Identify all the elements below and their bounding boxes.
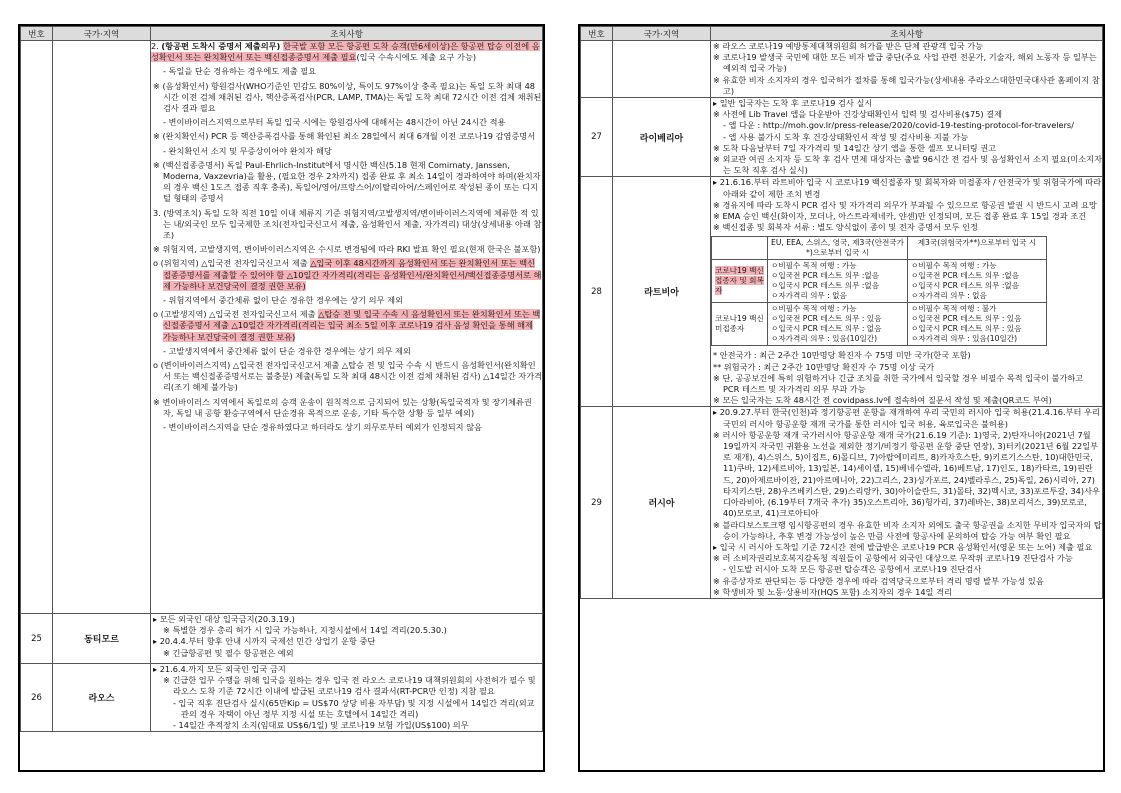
table-header bbox=[21, 27, 543, 41]
country-name: 라트비아 bbox=[613, 177, 711, 407]
list-item: o (위험지역) △입국전 전자입국신고서 제출 △입국 이후 48시간까지 음성확인서 또는 완치확인서 또는 백신접종증명서를 제출할 수 있어야 함 △10일간 자가격리(격리는 음성확인서/완치확인서/백신접종증명서로 해제 가능하나 보건당국이 결정 권한 보유) bbox=[153, 258, 542, 291]
list-item: ※ 위험지역, 고발생지역, 변이바이러스지역은 수시로 변경됨에 따라 RKI 발표 확인 필요(현재 한국은 불포함) bbox=[153, 244, 541, 255]
list-item: ▸ 모든 외국인 대상 입국금지(20.3.19.) bbox=[153, 614, 295, 624]
list-item: ▸ 21.6.4.까지 모든 외국인 입국 금지 bbox=[153, 664, 286, 674]
timor-measures bbox=[151, 614, 543, 664]
list-item: ※ (완치확인서) PCR 등 핵산증폭검사를 통해 확인된 최소 28일에서 최대 6개월 이전 코로나19 감염증명서 bbox=[153, 131, 536, 142]
left-table bbox=[20, 26, 543, 732]
list-item: ※ 러 소비자권리보호복지감독청 직원들이 공항에서 외국인 대상으로 무작위 코로나19 진단검사 가능 bbox=[713, 553, 1073, 564]
list-item: ▸ 일반 입국자는 도착 후 코로나19 검사 실시 bbox=[713, 98, 873, 109]
col-country-header: 국가·지역 bbox=[613, 27, 711, 41]
list-item: ※ EMA 승인 백신(화이자, 모더나, 아스트라제네카, 얀센)만 인정되며, 모든 접종 완료 후 15일 경과 조건 bbox=[713, 211, 1087, 222]
latvia-measures bbox=[711, 177, 1103, 407]
list-item: - 앱 사용 불가시 도착 후 건강상태확인서 작성 및 검사비용 지불 가능 bbox=[723, 131, 969, 142]
list-item: ※ 긴급한 업무 수행을 위해 입국을 원하는 경우 입국 전 라오스 코로나19 대책위원회의 사전허가 필수 및 라오스 도착 기준 72시간 이내에 발급된 코로나19 검사 결과서(RT-PCR만 인정) 지참 필요 bbox=[163, 675, 536, 697]
list-item: o (고발생지역) △입국전 전자입국신고서 제출 △탑승 전 및 입국 수속 시 음성확인서 또는 완치확인서 또는 백신접종증명서 제출 △10일간 자가격리(격리는 입국 최소 5일 이후 코로나19 검사 음성 확인을 통해 해제 가능하나 보건당국이 결정 권한 보유) bbox=[153, 309, 541, 342]
sub-header-risk: 제3국(위험국가**)으로부터 입국 시 bbox=[908, 237, 1047, 260]
list-item: ※ 경유지에 따라 도착시 PCR 검사 및 자가격리 의무가 부과될 수 있으므로 항공권 발권 시 반드시 고려 요망 bbox=[713, 199, 1097, 210]
table-row bbox=[21, 41, 543, 614]
sub-header-safe: EU, EEA, 스위스, 영국, 제3국(안전국가*)으로부터 입국 시 bbox=[768, 237, 908, 260]
unvaccinated-safe: ㅇ비필수 목적 여행 : 가능 ㅇ입국전 PCR 테스트 의무 : 있음 ㅇ입국시 PCR 테스트 의무 : 없음 ㅇ자가격리 의무 : 있음(10일간) bbox=[768, 303, 908, 346]
list-item: ※ (백신접종증명서) 독일 Paul-Ehrlich-Institut에서 명시한 백신(5.18 현재 Comirnaty, Janssen, Moderna, Vaxzevria)을 활용, (필요한 경우 2차까지) 접종 완료 후 최소 14일이 경과하여야 하며(완치자의 경우 백신 1도즈 접종 직후 충족), 독일어/영어/프랑스어/이탈리아어/스페인어로 작성된 종이 또는 디지털 형태의 증명서 bbox=[153, 159, 541, 204]
row-num: 28 bbox=[581, 177, 613, 407]
list-item: ※ 블라디보스토크행 임시항공편의 경우 유효한 비자 소지자 외에도 출국 항공권을 소지한 무비자 입국자의 탑승이 가능하나, 추후 변경 가능성이 높은 만큼 사전에 항공사에 문의하여 탑승 가능 여부 확인 필요 bbox=[713, 519, 1102, 541]
list-item: ※ 코로나19 발생국 국민에 대한 모든 비자 발급 중단(주요 사업 관련 전문가, 기술자, 해외 노동자 등 일부는 예외적 입국 가능) bbox=[713, 52, 1097, 74]
liberia-measures bbox=[711, 98, 1103, 177]
country-name: 러시아 bbox=[613, 407, 711, 598]
row-label-vaccinated: 코로나19 백신 접종자 및 회복자 bbox=[712, 260, 768, 303]
list-item: ※ 학생비자 및 노동·상용비자(HQS 포함) 소지자의 경우 14일 격리 bbox=[713, 586, 952, 597]
list-item: ※ 유증상자로 판단되는 등 다양한 경우에 따라 검역당국으로부터 격리 명령 발부 가능성 있음 bbox=[713, 575, 1044, 586]
country-name: 라오스 bbox=[53, 664, 151, 732]
list-item: 2. (항공편 도착시 증명서 제출의무) 한국발 포함 모든 항공편 도착 승객(만6세이상)은 항공편 탑승 이전에 음성확인서 또는 완치확인서 또는 백신접종증명서 제출 필요(입국 수속시에도 제출 요구 가능) bbox=[151, 41, 540, 63]
table-row bbox=[21, 614, 543, 664]
russia-measures bbox=[711, 407, 1103, 598]
list-item: - 고발생지역에서 중간체류 없이 단순 경유한 경우에는 상기 의무 제외 bbox=[163, 345, 411, 356]
col-no-header: 번호 bbox=[581, 27, 613, 41]
list-item: ▸ 20.9.27.부터 한국(인천)과 정기항공편 운항을 재개하여 우리 국민의 러시아 입국 허용(21.4.16.부터 우리 국민의 러시아 항공운항 재개 국가를 통한 러시아 입국 허용, 육로입국은 불허용) bbox=[713, 407, 1100, 429]
list-item: ※ 모든 입국자는 도착 48시간 전 covidpass.lv에 접속하여 질문서 작성 및 제출(QR코드 부여) bbox=[713, 395, 1052, 406]
list-item: - 입국 직후 진단검사 실시(65만Kip = US$70 상당 비용 자부담) 및 지정 시설에서 14일간 격리(외교관의 경우 자택이 아닌 정부 지정 시설 또는 호텔에서 14일간 격리) bbox=[173, 697, 535, 719]
list-item: - 인도발 러시아 도착 모든 항공편 탑승객은 공항에서 코로나19 진단검사 bbox=[723, 564, 982, 575]
list-item: ※ 단, 공공보건에 특히 위험하거나 긴급 조치를 취한 국가에서 입국할 경우 비필수 목적 입국이 불가하고 PCR 테스트 및 자가격리 의무 부과 가능 bbox=[713, 372, 1084, 395]
list-item: ※ 백신접종 및 회복자 서류 : 별도 양식없이 종이 및 전자 증명서 모두 인정 bbox=[713, 222, 978, 233]
list-item: ※ (음성확인서) 항원검사(WHO기준인 민감도 80%이상, 특이도 97%이상 충족 필요)는 독일 도착 최대 48시간 이전 검체 채취된 검사, 핵산증폭검사(PCR, LAMP, TMA)는 독일 도착 최대 72시간 이전 검체 채취된 검사 결과 필요 bbox=[153, 80, 542, 114]
row-num: 27 bbox=[581, 98, 613, 177]
list-item: - 변이바이러스지역으로부터 독일 입국 시에는 항원검사에 대해서는 48시간이 아닌 24시간 적용 bbox=[163, 117, 506, 128]
sub-header-blank bbox=[712, 237, 768, 260]
vaccinated-risk: ㅇ비필수 목적 여행 : 가능 ㅇ입국전 PCR 테스트 의무 :없음 ㅇ입국시 PCR 테스트 의무 :없음 ㅇ자가격리 의무 : 없음 bbox=[908, 260, 1047, 303]
vaccinated-safe: ㅇ비필수 목적 여행 : 가능 ㅇ입국전 PCR 테스트 의무 :없음 ㅇ입국시 PCR 테스트 의무 :없음 ㅇ자가격리 의무 : 없음 bbox=[768, 260, 908, 303]
row-num: 25 bbox=[21, 614, 53, 664]
table-header bbox=[581, 27, 1103, 41]
list-item: ※ 외교관 여권 소지자 등 도착 후 검사 면제 대상자는 출발 96시간 전 검사 및 음성확인서 소지 필요(미소지자는 도착 직후 검사 실시) bbox=[713, 154, 1102, 176]
list-item: ※ 라오스 코로나19 예방통제대책위원회 허가를 받은 단체 관광객 입국 가능 bbox=[713, 41, 984, 51]
col-no-header: 번호 bbox=[21, 27, 53, 41]
table-row bbox=[581, 177, 1103, 407]
list-item: - 변이바이러스지역을 단순 경유하였다고 하더라도 상기 의무로부터 예외가 인정되지 않음 bbox=[163, 422, 483, 433]
list-item: ※ 러시아 항공운항 재개 국가러시아 항공운항 재개 국가(21.6.19 기준): 1)영국, 2)탄자니아(2021년 7월 19일까지 자국민 귀환용 노선을 제외한 정기/비정기 항공편 운항 중단 연장), 3)터키(2021년 6월 22일부로 재개), 4)스위스, 5)이집트, 6)몰디브, 7)아랍에미리트, 8)카자흐스탄, 9)키르기스스탄, 10)대한민국, 11)쿠바, 12)세르비아, 13)일본, 14)세이셸, 15)베네수엘라, 16)베트남, 17)인도, 18)카타르, 19)핀란드, 20)아제르바이잔, 21)아르메니아, 22)그리스, 23)싱가포르, 24)벨라루스, 25)독일, 26)시리아, 27)타지키스탄, 28)우즈베키스탄, 29)스리랑카, 30)아이슬란드, 31)몰타, 32)멕시코, 33)포르투갈, 34)사우디아라비아, (6.19부터 7개국 추가) 35)오스트리아, 36)헝가리, 37)레바논, 38)모리셔스, 39)모로코, 40)모로코, 41)크로아티아 bbox=[713, 429, 1100, 519]
right-table bbox=[580, 26, 1103, 599]
col-measure-header: 조치사항 bbox=[711, 27, 1103, 41]
list-item: ※ 특별한 경우 총리 허가 시 입국 가능하나, 지정시설에서 14일 격리(20.5.30.) bbox=[163, 625, 447, 636]
row-num: 29 bbox=[581, 407, 613, 598]
row-num: 26 bbox=[21, 664, 53, 732]
left-page bbox=[18, 24, 545, 772]
country-name: 동티모르 bbox=[53, 614, 151, 664]
row-country bbox=[613, 41, 711, 98]
row-country bbox=[53, 41, 151, 614]
list-item: ※ 유효한 비자 소지자의 경우 입국허가 절차를 통해 입국가능(상세내용 주라오스대한민국대사관 홈페이지 참고) bbox=[713, 74, 1100, 96]
list-item: - 완치확인서 소지 및 무증상이어야 완치자 해당 bbox=[163, 145, 332, 156]
table-row bbox=[581, 98, 1103, 177]
list-item: ※ 도착 다음날부터 7일 자가격리 및 14일간 상기 앱을 통한 셀프 모니터링 권고 bbox=[713, 142, 997, 153]
list-item: - 위험지역에서 중간체류 없이 단순 경유한 경우에는 상기 의무 제외 bbox=[163, 295, 403, 306]
laos-measures-cont bbox=[711, 41, 1103, 98]
latvia-entry-table bbox=[711, 236, 1047, 346]
list-item: ▸ 입국 시 러시아 도착일 기준 72시간 전에 발급받은 코로나19 PCR 음성확인서(영문 또는 노어) 제출 필요 bbox=[713, 541, 1093, 552]
row-num bbox=[21, 41, 53, 614]
table-row bbox=[581, 407, 1103, 598]
table-row bbox=[581, 41, 1103, 98]
list-item: ※ 긴급항공편 및 필수 항공편은 예외 bbox=[163, 647, 294, 658]
row-label-unvaccinated: 코로나19 백신 미접종자 bbox=[712, 303, 768, 346]
list-item: ※ 변이바이러스 지역에서 독일로의 승객 운송이 원칙적으로 금지되어 있는 상황(독일국적자 및 장기체류권자, 독일 내 공항 환승구역에서 단순경유 목적으로 운송, 기타 특수한 상황 등 일부 예외) bbox=[153, 396, 532, 418]
list-item: ** 위험국가 : 최근 2주간 10만명당 확진자 수 75명 이상 국가 bbox=[713, 361, 935, 372]
country-name: 라이베리아 bbox=[613, 98, 711, 177]
col-measure-header: 조치사항 bbox=[151, 27, 543, 41]
list-item: ※ 사전에 Lib Travel 앱을 다운받아 건강상태확인서 입력 및 검사비용($75) 결제 bbox=[713, 109, 1003, 120]
list-item: - 앱 다운 : http://moh.gov.lr/press-release/2020/covid-19-testing-protocol-for-travelers/ bbox=[723, 120, 1074, 131]
table-row bbox=[21, 664, 543, 732]
list-item: ▸ 20.4.4.부터 향후 안내 시까지 국제선 민간 상업기 운항 중단 bbox=[153, 636, 376, 647]
list-item: o (변이바이러스지역) △입국전 전자입국신고서 제출 △탑승 전 및 입국 수속 시 반드시 음성확인서(완치확인서 또는 백신접종증명서로는 불충분) 제출(독일 도착 최대 48시간 이전 검체 채취된 검사) △14일간 자가격리(조기 해제 불가능) bbox=[153, 360, 543, 393]
list-item: - 14일간 추적장치 소지(임대료 US$6/1일) 및 코로나19 보험 가입(US$100) 의무 bbox=[173, 720, 469, 731]
list-item: ▸ 21.6.16.부터 라트비아 입국 시 코로나19 백신접종자 및 회복자와 미접종자 / 안전국가 및 위험국가에 따라 아래와 같이 제한 조치 변경 bbox=[713, 177, 1102, 199]
col-country-header: 국가·지역 bbox=[53, 27, 151, 41]
laos-measures bbox=[151, 664, 543, 732]
list-item: - 독일을 단순 경유하는 경우에도 제출 필요 bbox=[163, 66, 317, 77]
right-page bbox=[578, 24, 1105, 772]
list-item: * 안전국가 : 최근 2주간 10만명당 확진자 수 75명 미만 국가(한국 포함) bbox=[713, 350, 971, 361]
germany-measures bbox=[151, 41, 543, 614]
list-item: 3. (방역조치) 독일 도착 직전 10일 이내 체류지 기준 위험지역/고발생지역/변이바이러스지역에 체류한 적 있는 내/외국인 모두 입국제한 조치(전자입국신고서 제출, 음성확인서 제출, 자가격리) 대상(상세내용 아래 참조) bbox=[153, 207, 542, 241]
unvaccinated-risk: ㅇ비필수 목적 여행 : 불가 ㅇ입국전 PCR 테스트 의무 : 있음 ㅇ입국시 PCR 테스트 의무 : 있음 ㅇ자가격리 의무 : 있음(10일간) bbox=[908, 303, 1047, 346]
row-num bbox=[581, 41, 613, 98]
